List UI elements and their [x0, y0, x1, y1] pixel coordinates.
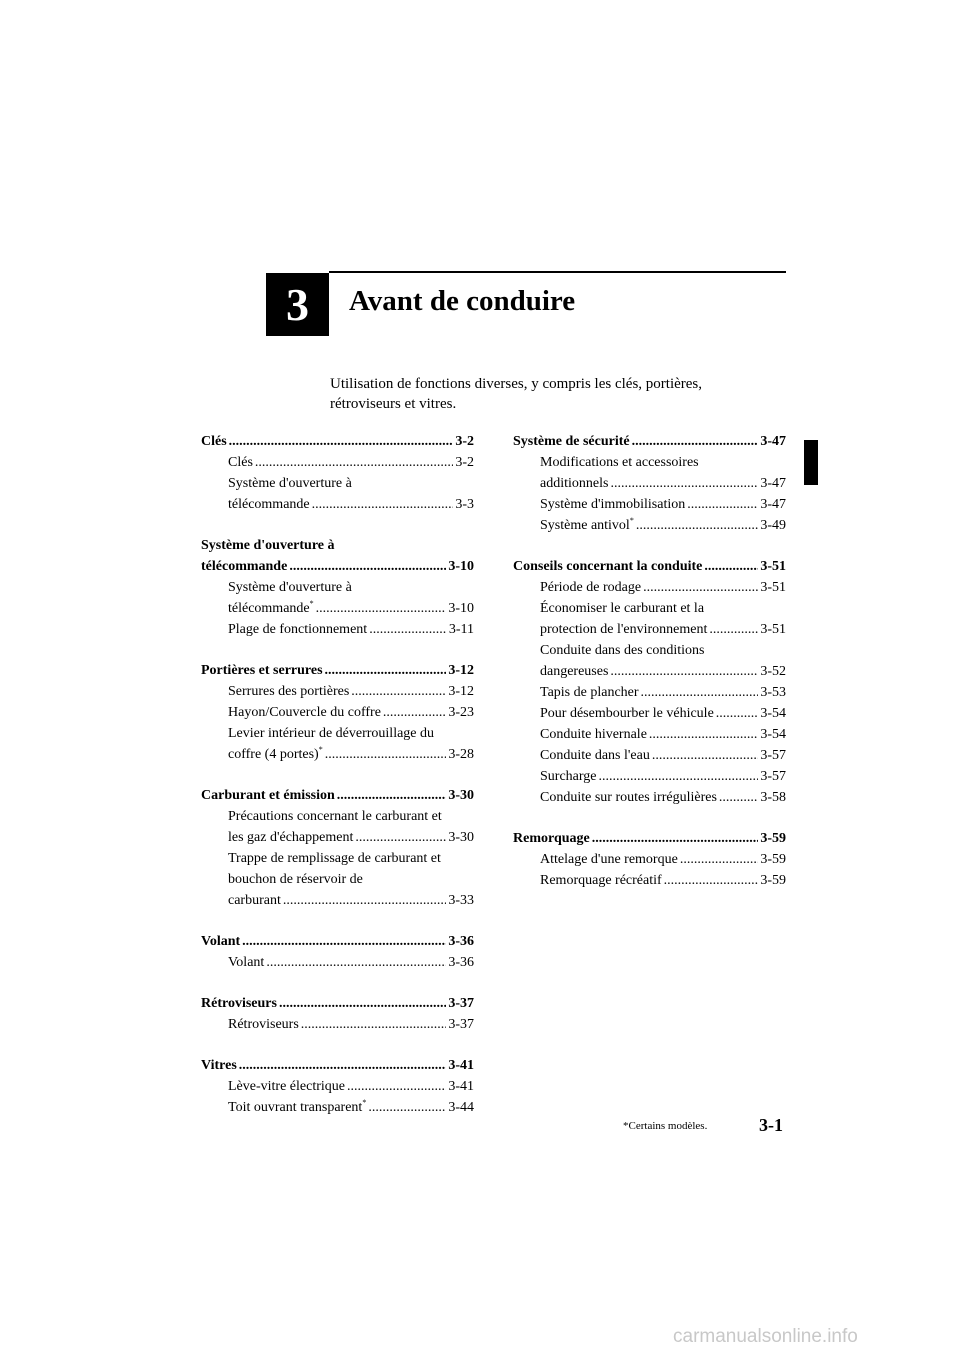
- toc-heading-text: [201, 785, 335, 806]
- toc-entry[interactable]: [201, 1076, 474, 1097]
- dot-leader: [325, 744, 447, 765]
- toc-entry[interactable]: [513, 619, 786, 640]
- toc-entry[interactable]: [201, 452, 474, 473]
- toc-label: Système d'immobilisation: [540, 497, 686, 512]
- toc-entry[interactable]: [201, 869, 474, 890]
- toc-page-ref: 3-57: [760, 748, 786, 763]
- footnote: *Certains modèles.: [623, 1120, 708, 1132]
- toc-heading-text: [201, 556, 287, 577]
- toc-heading-text: [201, 660, 323, 681]
- toc-label: télécommande: [201, 559, 288, 574]
- toc-heading-text: [513, 431, 630, 452]
- dot-leader: [649, 724, 758, 745]
- dot-leader: [636, 515, 759, 536]
- toc-label: coffre (4 portes): [228, 747, 319, 762]
- dot-leader: [719, 787, 758, 808]
- toc-section: [201, 660, 474, 765]
- toc-entry-text: [228, 580, 352, 595]
- dot-leader: [709, 619, 758, 640]
- toc-heading-text: [201, 931, 240, 952]
- toc-section-heading[interactable]: [513, 828, 786, 849]
- toc-label: protection de l'environnement: [540, 622, 708, 637]
- toc-page-ref: 3-10: [448, 559, 474, 574]
- dot-leader: [592, 828, 759, 849]
- toc-entry-text: [228, 851, 441, 866]
- toc-label: Rétroviseurs: [201, 996, 277, 1011]
- toc-page-ref: 3-11: [448, 622, 474, 637]
- dot-leader: [383, 702, 446, 723]
- toc-entry-text: [540, 473, 608, 494]
- toc-page-ref: 3-59: [760, 831, 786, 846]
- toc-label: Système d'ouverture à: [201, 538, 335, 553]
- toc-page-ref: 3-44: [448, 1100, 474, 1115]
- toc-section: [201, 1055, 474, 1118]
- dot-leader: [641, 682, 759, 703]
- toc-label: Précautions concernant le carburant et: [228, 809, 442, 824]
- toc-entry-text: [540, 577, 641, 598]
- toc-entry[interactable]: [201, 1014, 474, 1035]
- dot-leader: [368, 1097, 446, 1118]
- toc-page-ref: 3-54: [760, 706, 786, 721]
- toc-page-ref: 3-58: [760, 790, 786, 805]
- toc-entry[interactable]: [201, 1097, 474, 1118]
- toc-section-heading[interactable]: [201, 931, 474, 952]
- toc-entry[interactable]: [201, 827, 474, 848]
- dot-leader: [369, 619, 447, 640]
- toc-entry-text: [228, 744, 323, 765]
- toc-section-heading[interactable]: [201, 785, 474, 806]
- dot-leader: [632, 431, 759, 452]
- toc-entry-text: [228, 872, 363, 887]
- toc-entry[interactable]: [513, 703, 786, 724]
- toc-entry[interactable]: [201, 619, 474, 640]
- toc-entry[interactable]: [513, 494, 786, 515]
- toc-label: Conduite dans l'eau: [540, 748, 650, 763]
- dot-leader: [255, 452, 453, 473]
- toc-entry[interactable]: [201, 890, 474, 911]
- toc-label: Système antivol: [540, 518, 630, 533]
- toc-page-ref: 3-37: [448, 1017, 474, 1032]
- toc-entry[interactable]: [513, 515, 786, 536]
- toc-label: Toit ouvrant transparent: [228, 1100, 363, 1115]
- toc-label: dangereuses: [540, 664, 609, 679]
- dot-leader: [301, 1014, 447, 1035]
- toc-entry[interactable]: [513, 849, 786, 870]
- toc-section: [513, 431, 786, 536]
- toc-entry[interactable]: [513, 452, 786, 473]
- toc-page-ref: 3-54: [760, 727, 786, 742]
- toc-page-ref: 3-2: [455, 434, 474, 449]
- toc-label: Trappe de remplissage de carburant et: [228, 851, 441, 866]
- toc-page-ref: 3-37: [448, 996, 474, 1011]
- toc-label: Conduite sur routes irrégulières: [540, 790, 717, 805]
- toc-entry-text: [540, 787, 717, 808]
- toc-section-heading[interactable]: [201, 660, 474, 681]
- dot-leader: [704, 556, 758, 577]
- toc-entry-text: [228, 452, 253, 473]
- toc-entry-text: [540, 455, 699, 470]
- toc-entry-text: [228, 1097, 366, 1118]
- toc-label: Rétroviseurs: [228, 1017, 299, 1032]
- chapter-intro: Utilisation de fonctions diverses, y compris les clés, portières, rétroviseurs et vitres.: [330, 376, 703, 412]
- toc-entry-text: [228, 619, 367, 640]
- toc-entry[interactable]: [201, 577, 474, 598]
- toc-entry-text: [540, 619, 707, 640]
- toc-label: les gaz d'échappement: [228, 830, 354, 845]
- toc-page-ref: 3-49: [760, 518, 786, 533]
- toc-page-ref: 3-47: [760, 434, 786, 449]
- toc-page-ref: 3-12: [448, 684, 474, 699]
- toc-label: carburant: [228, 893, 281, 908]
- toc-page-ref: 3-33: [448, 893, 474, 908]
- toc-entry[interactable]: [513, 724, 786, 745]
- toc-page-ref: 3-51: [760, 580, 786, 595]
- dot-leader: [239, 1055, 447, 1076]
- toc-entry-text: [540, 661, 608, 682]
- dot-leader: [325, 660, 447, 681]
- toc-page-ref: 3-47: [760, 476, 786, 491]
- certain-models-mark: *: [309, 599, 314, 608]
- toc-label: Modifications et accessoires: [540, 455, 699, 470]
- toc-page-ref: 3-2: [455, 455, 474, 470]
- dot-leader: [610, 473, 758, 494]
- toc-entry[interactable]: [513, 661, 786, 682]
- toc-page-ref: 3-41: [448, 1079, 474, 1094]
- toc-page-ref: 3-36: [448, 955, 474, 970]
- toc-section-heading[interactable]: [513, 431, 786, 452]
- toc-section-heading[interactable]: [201, 993, 474, 1014]
- toc-page-ref: 3-30: [448, 830, 474, 845]
- toc-label: Période de rodage: [540, 580, 642, 595]
- toc-page-ref: 3-12: [448, 663, 474, 678]
- toc-entry[interactable]: [201, 806, 474, 827]
- toc-entry-text: [228, 827, 353, 848]
- title-rule: [329, 271, 786, 273]
- toc-section-heading[interactable]: [201, 1055, 474, 1076]
- dot-leader: [687, 494, 758, 515]
- toc-label: bouchon de réservoir de: [228, 872, 363, 887]
- toc-entry-text: [540, 870, 662, 891]
- dot-leader: [242, 931, 446, 952]
- dot-leader: [355, 827, 446, 848]
- toc-section-heading[interactable]: [201, 535, 474, 556]
- toc-label: télécommande: [228, 601, 310, 616]
- page-number: 3-1: [759, 1115, 783, 1135]
- toc-label: Système de sécurité: [513, 434, 630, 449]
- toc-label: Hayon/Couvercle du coffre: [228, 705, 381, 720]
- toc-section-heading[interactable]: [201, 556, 474, 577]
- toc-entry-text: [540, 682, 639, 703]
- toc-page-ref: 3-41: [448, 1058, 474, 1073]
- toc-label: Système d'ouverture à: [228, 580, 352, 595]
- toc-page-ref: 3-23: [448, 705, 474, 720]
- toc-label: Attelage d'une remorque: [540, 852, 678, 867]
- toc-entry-text: [228, 809, 442, 824]
- certain-models-mark: *: [629, 516, 634, 525]
- chapter-title: Avant de conduire: [349, 285, 576, 317]
- toc-left-column: [201, 431, 474, 1138]
- toc-entry[interactable]: [513, 577, 786, 598]
- toc-entry[interactable]: [513, 787, 786, 808]
- toc-label: Remorquage: [513, 831, 590, 846]
- dot-leader: [312, 494, 454, 515]
- toc-page-ref: 3-3: [455, 497, 474, 512]
- toc-entry-text: [540, 745, 650, 766]
- toc-label: Surcharge: [540, 769, 597, 784]
- toc-page-ref: 3-59: [760, 873, 786, 888]
- toc-label: Plage de fonctionnement: [228, 622, 368, 637]
- toc-heading-text: [201, 1055, 237, 1076]
- toc-entry[interactable]: [201, 723, 474, 744]
- toc-entry[interactable]: [201, 848, 474, 869]
- certain-models-mark: *: [318, 745, 323, 754]
- chapter-number: 3: [266, 273, 329, 336]
- dot-leader: [599, 766, 759, 787]
- toc-entry[interactable]: [201, 598, 474, 619]
- toc-entry-text: [228, 1076, 345, 1097]
- toc-entry-text: [540, 601, 704, 616]
- toc-page-ref: 3-51: [760, 559, 786, 574]
- toc-section-heading[interactable]: [513, 556, 786, 577]
- toc-section: [513, 828, 786, 891]
- toc-section: [201, 993, 474, 1035]
- toc-label: Pour désembourber le véhicule: [540, 706, 714, 721]
- toc-label: télécommande: [228, 497, 310, 512]
- toc-entry-text: [540, 766, 597, 787]
- dot-leader: [279, 993, 446, 1014]
- toc-page-ref: 3-59: [760, 852, 786, 867]
- dot-leader: [351, 681, 446, 702]
- toc-label: Clés: [201, 434, 227, 449]
- dot-leader: [229, 431, 454, 452]
- toc-label: Remorquage récréatif: [540, 873, 662, 888]
- toc-entry[interactable]: [201, 744, 474, 765]
- toc-entry-text: [540, 849, 678, 870]
- toc-section: [513, 556, 786, 808]
- dot-leader: [289, 556, 446, 577]
- toc-heading-text: [201, 993, 277, 1014]
- chapter-side-tab: [804, 440, 818, 485]
- toc-entry[interactable]: [513, 473, 786, 494]
- toc-label: Serrures des portières: [228, 684, 350, 699]
- toc-label: Conseils concernant la conduite: [513, 559, 703, 574]
- dot-leader: [347, 1076, 446, 1097]
- dot-leader: [716, 703, 759, 724]
- toc-entry-text: [228, 1014, 299, 1035]
- dot-leader: [643, 577, 758, 598]
- toc-entry[interactable]: [201, 681, 474, 702]
- toc-entry-text: [540, 724, 647, 745]
- toc-entry[interactable]: [513, 745, 786, 766]
- toc-page-ref: 3-57: [760, 769, 786, 784]
- toc-entry[interactable]: [201, 494, 474, 515]
- toc-label: Vitres: [201, 1058, 237, 1073]
- toc-section-heading[interactable]: [201, 431, 474, 452]
- toc-entry-text: [228, 681, 349, 702]
- toc-entry-text: [228, 702, 381, 723]
- toc-entry-text: [540, 703, 714, 724]
- toc-label: Économiser le carburant et la: [540, 601, 705, 616]
- toc-section: [201, 535, 474, 640]
- dot-leader: [652, 745, 758, 766]
- toc-entry[interactable]: [513, 682, 786, 703]
- toc-label: Volant: [201, 934, 241, 949]
- toc-right-column: [513, 431, 786, 911]
- watermark: carmanualsonline.info: [673, 1326, 858, 1347]
- toc-label: Tapis de plancher: [540, 685, 639, 700]
- toc-entry-text: [228, 952, 264, 973]
- toc-entry-text: [540, 643, 705, 658]
- toc-entry-text: [228, 494, 310, 515]
- toc-label: Clés: [228, 455, 253, 470]
- toc-label: Conduite hivernale: [540, 727, 647, 742]
- toc-label: Système d'ouverture à: [228, 476, 352, 491]
- toc-section: [201, 931, 474, 973]
- toc-entry-text: [228, 598, 314, 619]
- toc-page-ref: 3-36: [448, 934, 474, 949]
- toc-entry-text: [228, 476, 352, 491]
- toc-page-ref: 3-28: [448, 747, 474, 762]
- dot-leader: [680, 849, 759, 870]
- toc-page-ref: 3-10: [448, 601, 474, 616]
- toc-heading-text: [513, 556, 702, 577]
- toc-label: Volant: [228, 955, 265, 970]
- toc-label: Conduite dans des conditions: [540, 643, 705, 658]
- toc-entry-text: [540, 515, 634, 536]
- dot-leader: [664, 870, 759, 891]
- toc-entry[interactable]: [513, 766, 786, 787]
- toc-page-ref: 3-52: [760, 664, 786, 679]
- toc-page-ref: 3-53: [760, 685, 786, 700]
- toc-heading-text: [201, 431, 227, 452]
- toc-label: Carburant et émission: [201, 788, 335, 803]
- toc-section: [201, 785, 474, 911]
- dot-leader: [283, 890, 446, 911]
- toc-section: [201, 431, 474, 515]
- toc-entry-text: [228, 726, 434, 741]
- toc-entry-text: [228, 890, 281, 911]
- dot-leader: [337, 785, 447, 806]
- certain-models-mark: *: [362, 1098, 367, 1107]
- toc-label: additionnels: [540, 476, 609, 491]
- toc-page-ref: 3-30: [448, 788, 474, 803]
- toc-label: Lève-vitre électrique: [228, 1079, 345, 1094]
- toc-entry[interactable]: [201, 952, 474, 973]
- dot-leader: [266, 952, 446, 973]
- toc-entry[interactable]: [513, 870, 786, 891]
- toc-entry[interactable]: [201, 473, 474, 494]
- toc-entry[interactable]: [201, 702, 474, 723]
- toc-heading-text: [201, 538, 335, 553]
- dot-leader: [316, 598, 447, 619]
- toc-heading-text: [513, 828, 590, 849]
- toc-label: Portières et serrures: [201, 663, 323, 678]
- toc-entry[interactable]: [513, 598, 786, 619]
- toc-entry[interactable]: [513, 640, 786, 661]
- toc-page-ref: 3-47: [760, 497, 786, 512]
- toc-page-ref: 3-51: [760, 622, 786, 637]
- dot-leader: [610, 661, 758, 682]
- toc-entry-text: [540, 494, 685, 515]
- toc-label: Levier intérieur de déverrouillage du: [228, 726, 435, 741]
